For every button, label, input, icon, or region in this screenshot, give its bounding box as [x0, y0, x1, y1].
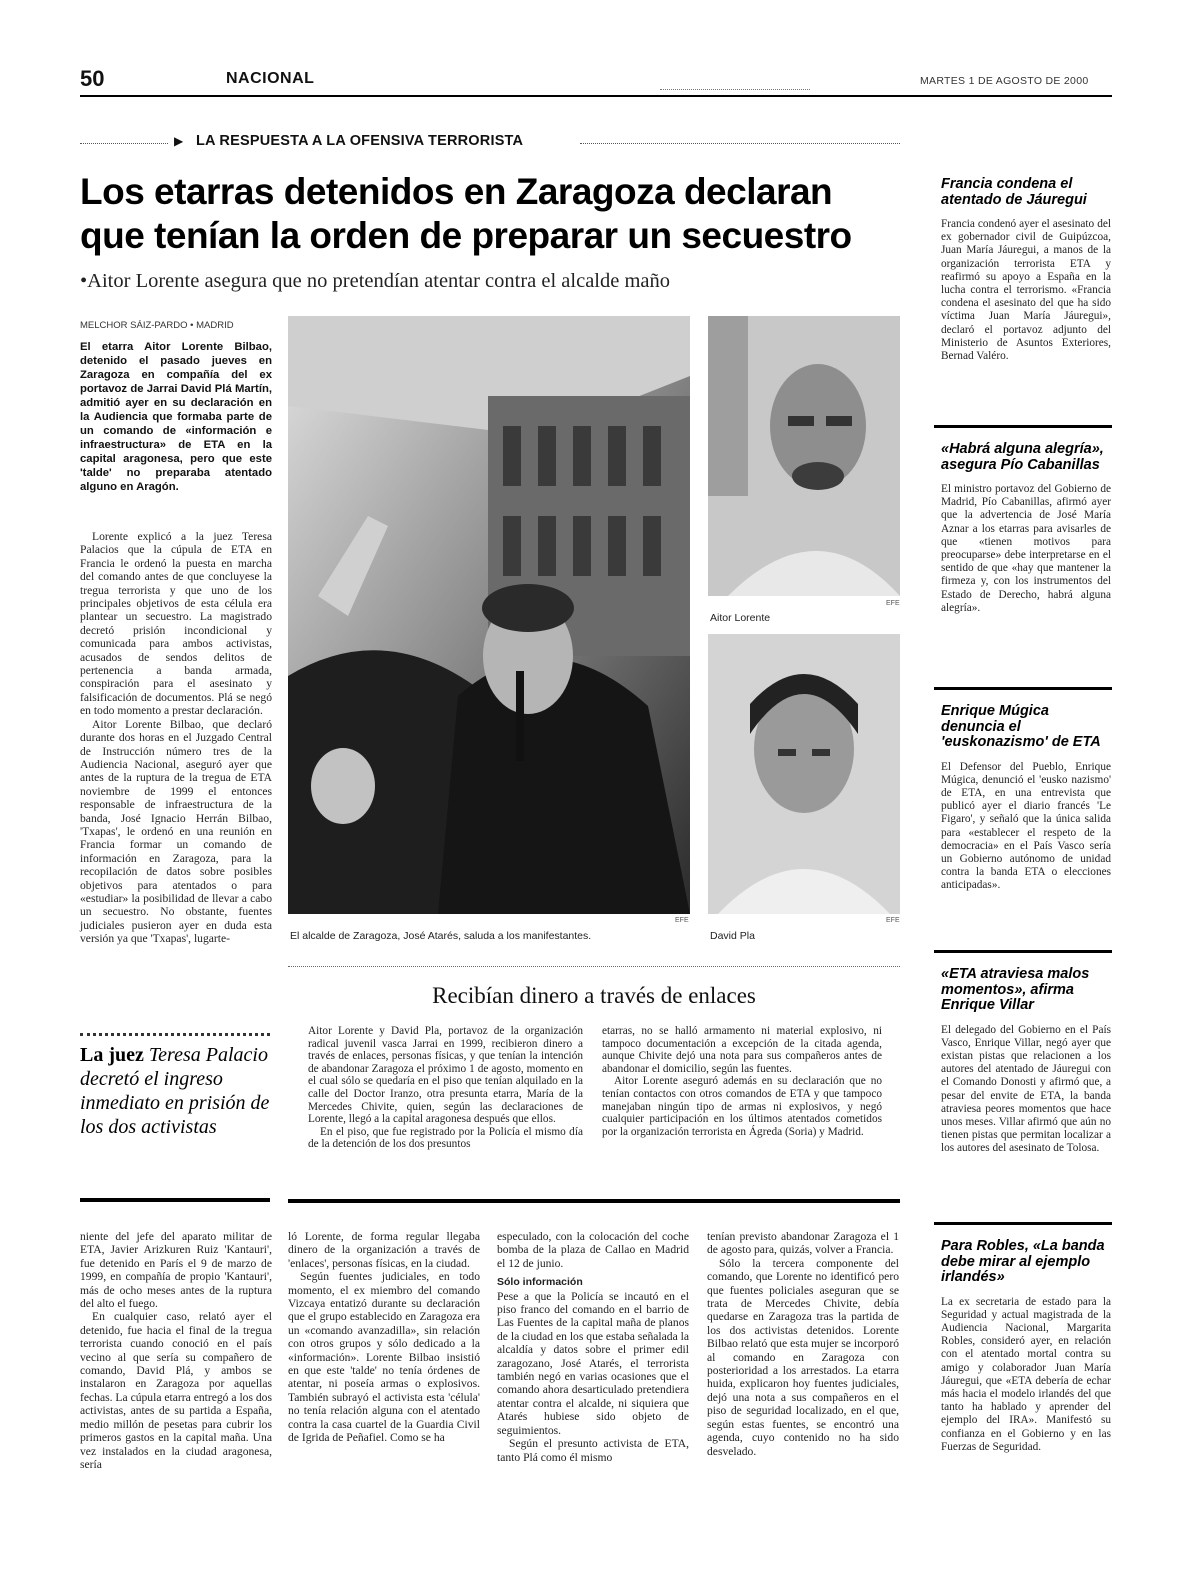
portrait-david-pla [708, 634, 900, 914]
portrait-1-caption: Aitor Lorente [710, 612, 771, 624]
portrait-2-illustration [708, 634, 900, 914]
header-dotted-line [660, 89, 810, 90]
secondary-col1-p1: Aitor Lorente y David Pla, portavoz de la organización radical juvenil vasca Jarrai en 1999, recibieron dinero a través de enlaces, personas físicas, y que tenían la intención de abandonar Zaragoza el próximo 1 de agosto, momento en el cual sólo se quedaría en el piso que tenían alquilado en la calle del Doctor Iranzo, otra presunta etarra, María de la Mercedes Chivite, quien, según las declaraciones de Lorente, llegó a la capital aragonesa después que ellos. [308, 1025, 583, 1126]
byline: MELCHOR SÁIZ-PARDO • MADRID [80, 320, 234, 331]
pull-quote [80, 1043, 270, 1139]
portrait-2-caption: David Pla [710, 930, 755, 942]
sidebar-item-villar [941, 967, 1111, 1156]
sidebar-divider-4 [934, 1222, 1112, 1225]
bottom-col3-p1: especulado, con la colocación del coche bomba de la plaza de Callao en Madrid el 12 de junio. [497, 1230, 689, 1270]
bottom-col1-p1: niente del jefe del aparato militar de ETA, Javier Arizkuren Ruiz 'Kantauri', fue detenido en París el 9 de marzo de 1999, en compañía de propio 'Kantauri', más de ocho meses antes de la ruptura del alto el fuego. [80, 1230, 272, 1311]
kicker-dotted-line-left [80, 143, 168, 144]
pull-quote-text: Teresa Palacio decretó el ingreso inmediato en prisión de los dos activistas [80, 1044, 270, 1138]
secondary-col1-p2: En el piso, que fue registrado por la Policía el mismo día de la detención de los dos presuntos [308, 1125, 583, 1151]
portrait-1-credit: EFE [886, 600, 900, 607]
secondary-top-rule [288, 966, 900, 967]
main-photo-caption: El alcalde de Zaragoza, José Atarés, saluda a los manifestantes. [290, 930, 592, 942]
subheadline: •Aitor Lorente asegura que no pretendían atentar contra el alcalde maño [80, 270, 671, 292]
bottom-col2-p2: Según fuentes judiciales, en todo momento, el ex miembro del comando Vizcaya entatizó durante su declaración que el grupo establecido en Zaragoza era un «comando avanzadilla», sin relación con otros grupos y sólo dedicado a la «información». Lorente Bilbao insistió en que este 'talde' no tenía órdenes de atentar, ni poseía armas o explosivos. También subrayó el activista esta 'célula' no tenía relación alguna con el atentado contra la casa cuartel de la Guardia Civil de Igrida de Peñafiel. Como se ha [288, 1270, 480, 1445]
bottom-col4-p1: tenían previsto abandonar Zaragoza el 1 de agosto para, quizás, volver a Francia. [707, 1230, 899, 1257]
kicker-dotted-line-right [580, 143, 900, 144]
sidebar-title-3: Enrique Múgica denuncia el 'euskonazismo' de ETA [941, 703, 1101, 750]
sidebar-title-1: Francia condena el atentado de Jáuregui [941, 176, 1087, 208]
sidebar-text-5: La ex secretaria de estado para la Seguridad y actual magistrada de la Audiencia Nacional, Margarita Robles, consideró ayer, en relación con el atentado mortal contra su amigo y colaborador Juan María Jáuregui, que «ETA debería de echar más hacia el modelo irlandés del que tanto ha hablado y aprender del ejemplo del IRA». Manifestó su confianza en el Gobierno y en las Fuerzas de Seguridad. [941, 1295, 1111, 1453]
headline-line-2: que tenían la orden de preparar un secuestro [80, 215, 852, 256]
pull-quote-bottom-rule [80, 1198, 270, 1202]
bottom-col3-p2: Pese a que la Policía se incautó en el piso franco del comando en el barrio de Las Fuentes de la capital maña de planos de la ciudad en los que estaba señalada la alcaldía y datos sobre el primer edil zaragozano, José Atarés, el terrorista también negó en varias ocasiones que el comando ahora desarticulado pretendiera atentar contra el alcalde, ni siquiera que Atarés hubiese sido objeto de seguimientos. [497, 1289, 689, 1437]
section-label: NACIONAL [226, 70, 315, 87]
page-number: 50 [80, 66, 105, 91]
sidebar-text-2: El ministro portavoz del Gobierno de Madrid, Pío Cabanillas, afirmó ayer que la advertencia de José María Aznar a los etarras para avisarles de que «tienen motivos para preocuparse» debe interpretarse en el sentido de que «hay que mantener la firmeza y, con los instrumentos del Estado de Derecho, habrá alguna alegría». [941, 483, 1111, 614]
bottom-col4 [707, 1230, 899, 1458]
sidebar-text-1: Francia condenó ayer el asesinato del ex gobernador civil de Guipúzcoa, Juan María Jáuregui, a manos de la organización terrorista ETA y reafirmó su apoyo a España en la lucha contra el terrorismo. «Francia condena el asesinato del que ha sido víctima Juan María Jáuregui», declaró el portavoz adjunto del Ministerio de Asuntos Exteriores, Bernad Valéro. [941, 218, 1111, 363]
article-col1 [80, 530, 272, 946]
pull-quote-top-rule [80, 1033, 270, 1036]
bottom-col3 [497, 1230, 689, 1464]
secondary-bottom-rule [288, 1199, 900, 1203]
sidebar-text-3: El Defensor del Pueblo, Enrique Múgica, denunció el 'eusko nazismo' de ETA, en una entrevista que publicó ayer el diario francés 'Le Figaro', y señaló que la única salida para «establecer el respeto de la democracia» en el País Vasco sería un Gobierno autónomo de unidad contra la banda ETA o elecciones anticipadas». [941, 760, 1111, 892]
sidebar-item-robles [941, 1239, 1111, 1454]
portrait-1-illustration [708, 316, 900, 596]
sidebar-divider-3 [934, 950, 1112, 953]
sidebar-title-4: «ETA atraviesa malos momentos», afirma Enrique Villar [941, 966, 1090, 1013]
bottom-col4-p2: Sólo la tercera componente del comando, que Lorente no identificó pero que fuentes policiales aseguran que se trata de Mercedes Chivite, debía quedarse en Zaragoza tras la partida de los dos activistas detenidos. Lorente Bilbao relató que esta mujer se incorporó al comando en Zaragoza con posterioridad a los arrestados. La etarra huida, explicaron hoy fuentes judiciales, dejó una nota a sus compañeros en el piso de seguridad localizado, en el que, según estas fuentes, se encontró una agenda, cuyo contenido no ha sido desvelado. [707, 1256, 899, 1458]
bottom-col2 [288, 1230, 480, 1445]
sidebar-title-5: Para Robles, «La banda debe mirar al ejemplo irlandés» [941, 1238, 1105, 1285]
portrait-aitor-lorente [708, 316, 900, 596]
col1-paragraph-1: Lorente explicó a la juez Teresa Palacios que la cúpula de ETA en Francia le ordenó la puesta en marcha del comando antes de que concluyese la tregua terrorista y que uno de los principales objetivos de esta célula era plantear un secuestro. La magistrado decretó prisión incondicional y comunicada para ambos activistas, acusados de sendos delitos de pertenencia a banda armada, conspiración para el asesinato y falsificación de documentos. Plá se negó en todo momento a prestar declaración. [80, 530, 272, 718]
sidebar-item-cabanillas [941, 442, 1111, 615]
bottom-col1 [80, 1230, 272, 1471]
bottom-col2-p1: ló Lorente, de forma regular llegaba dinero de la organización a través de 'enlaces', personas físicas, en la ciudad. [288, 1230, 480, 1270]
sidebar-divider-2 [934, 687, 1112, 690]
sidebar-text-4: El delegado del Gobierno en el País Vasco, Enrique Villar, negó ayer que existan pistas que relacionen a los autores del atentado de Jáuregui con el Comando Donosti y afirmó que, a pesar del envite de ETA, la banda atraviesa peores momentos que hace unos meses. Villar afirmó que aún no tienen pistas que permitan localizar a los autores del asesinato de Tolosa. [941, 1023, 1111, 1155]
sidebar-item-francia [941, 177, 1111, 363]
sidebar-title-2: «Habrá alguna alegría», asegura Pío Cabanillas [941, 441, 1104, 473]
secondary-col2 [602, 1025, 882, 1138]
col1-paragraph-2: Aitor Lorente Bilbao, que declaró durante dos horas en el Juzgado Central de Instrucción número tres de la Audiencia Nacional, aseguró ayer que antes de la ruptura de la tregua de ETA noviembre de 1999 el entonces responsable de infraestructura de la banda, José Ignacio Herrán Bilbao, 'Txapas', le ordenó en una reunión en Francia formar un comando de información en Zaragoza, para la recopilación de datos sobre posibles objetivos para atentados o para «estudiar» la posibilidad de llevar a cabo un secuestro. No obstante, fuentes judiciales pusieron ayer en duda esta versión ya que 'Txapas', lugarte- [80, 717, 272, 946]
main-headline [80, 170, 910, 258]
secondary-col2-p2: Aitor Lorente aseguró además en su declaración que no tenían contactos con otros comandos de ETA y que tampoco manejaban ningún tipo de armas ni explosivos, y negó cualquier participación en los últimos atentados cometidos por la organización terrorista en Ágreda (Soria) y Madrid. [602, 1075, 882, 1138]
section-kicker: LA RESPUESTA A LA OFENSIVA TERRORISTA [196, 133, 524, 149]
pull-quote-lead: La juez [80, 1044, 144, 1066]
page-date: MARTES 1 DE AGOSTO DE 2000 [920, 75, 1089, 87]
article-lead: El etarra Aitor Lorente Bilbao, detenido el pasado jueves en Zaragoza en compañía del ex portavoz de Jarrai David Plá Martín, admitió ayer en su declaración en la Audiencia que formaba parte de un comando de «información e infraestructura» de ETA en la capital aragonesa, pero que este 'talde' no preparaba atentado alguno en Aragón. [80, 341, 272, 493]
kicker-arrow-icon: ▶ [174, 134, 184, 148]
main-photo [288, 316, 690, 914]
bottom-col3-subhead: Sólo información [497, 1276, 583, 1289]
header-rule [80, 95, 1112, 97]
secondary-col2-p1: etarras, no se halló armamento ni material explosivo, ni tampoco documentación a excepción de la citada agenda, aunque Chivite dejó una nota para sus compañeros antes de abandonar el domicilio, según las fuentes. [602, 1025, 882, 1075]
mayor-photo-illustration [288, 316, 690, 914]
headline-line-1: Los etarras detenidos en Zaragoza declaran [80, 171, 833, 212]
sidebar-divider-1 [934, 425, 1112, 428]
portrait-2-credit: EFE [886, 917, 900, 924]
secondary-headline: Recibían dinero a través de enlaces [432, 983, 756, 1008]
main-photo-credit: EFE [675, 917, 689, 924]
sidebar-item-mugica [941, 704, 1111, 893]
bottom-col1-p2: En cualquier caso, relató ayer el detenido, fue hacia el final de la tregua terrorista cuando conoció en el país vecino al que sería su compañero de comando, David Plá, y ambos se instalaron en Zaragoza por aquellas fechas. La cúpula etarra entregó a los dos activistas, antes de su partida a España, medio millón de pesetas para cubrir los primeros gastos en la capital maña. Una vez instalados en la ciudad aragonesa, sería [80, 1310, 272, 1471]
secondary-col1 [308, 1025, 583, 1151]
bottom-col3-p3: Según el presunto activista de ETA, tanto Plá como él mismo [497, 1437, 689, 1464]
